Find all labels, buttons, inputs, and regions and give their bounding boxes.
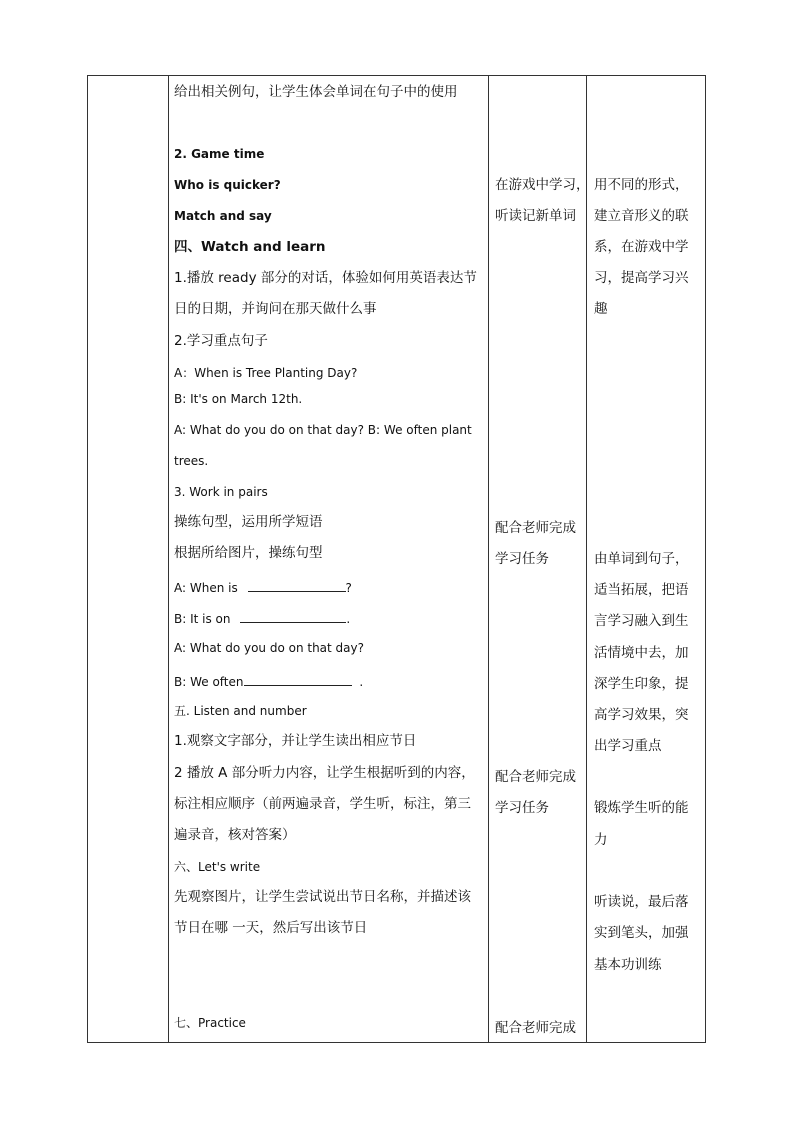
intent-line: 高学习效果，突	[594, 707, 689, 723]
intent-line: 习，提高学习兴	[594, 270, 689, 286]
intent-line: 出学习重点	[594, 738, 662, 754]
process-heading: Match and say	[174, 209, 272, 223]
process-line: 2.学习重点句子	[174, 333, 268, 349]
dialogue-line: trees.	[174, 454, 209, 468]
answer-blank	[248, 580, 346, 592]
fill-in-text: B: We often	[174, 675, 244, 689]
intent-line: 深学生印象，提	[594, 676, 689, 692]
intent-line: 锻炼学生听的能	[594, 800, 689, 816]
process-heading: 2. Game time	[174, 147, 265, 161]
dialogue-line: A: What do you do on that day?	[174, 641, 364, 655]
dialogue-line: A：When is Tree Planting Day?	[174, 366, 358, 380]
intent-line: 趣	[594, 301, 608, 317]
activity-line: 学习任务	[495, 800, 549, 816]
intent-line: 言学习融入到生	[594, 613, 689, 629]
fill-in-line	[174, 580, 352, 594]
activity-line: 配合老师完成	[495, 769, 576, 785]
intent-line: 听读说，最后落	[594, 894, 689, 910]
fill-in-text: .	[359, 675, 364, 689]
column-divider	[488, 76, 489, 1042]
section-heading: 四、Watch and learn	[174, 239, 326, 255]
activity-line: 听读记新单词	[495, 208, 576, 224]
fill-in-text: B: It is on	[174, 612, 231, 626]
process-line: 1.播放 ready 部分的对话，体验如何用英语表达节	[174, 270, 477, 286]
process-line: 根据所给图片，操练句型	[174, 545, 323, 561]
intent-line: 实到笔头，加强	[594, 925, 689, 941]
intent-line: 由单词到句子，	[594, 551, 689, 567]
process-line: 给出相关例句，让学生体会单词在句子中的使用	[174, 84, 458, 100]
process-line: 先观察图片，让学生尝试说出节日名称，并描述该	[174, 889, 471, 905]
section-heading: 七、Practice	[174, 1016, 246, 1030]
fill-in-text: ?	[345, 581, 352, 595]
section-heading: 五. Listen and number	[174, 704, 307, 718]
dialogue-line: A: What do you do on that day? B: We often plant	[174, 423, 472, 437]
intent-line: 适当拓展，把语	[594, 582, 689, 598]
intent-line: 用不同的形式，	[594, 177, 689, 193]
process-line: 节日在哪 一天，然后写出该节日	[174, 920, 368, 936]
intent-line: 建立音形义的联	[594, 208, 689, 224]
process-line: 3. Work in pairs	[174, 485, 268, 499]
fill-in-line	[174, 674, 363, 688]
process-line: 遍录音，核对答案）	[174, 827, 296, 843]
answer-blank	[240, 611, 346, 623]
activity-line: 配合老师完成	[495, 1020, 576, 1036]
activity-line: 在游戏中学习，	[495, 177, 590, 193]
fill-in-line	[174, 611, 350, 625]
fill-in-text: A: When is	[174, 581, 238, 595]
intent-line: 基本功训练	[594, 957, 662, 973]
process-line: 1.观察文字部分，并让学生读出相应节日	[174, 733, 417, 749]
intent-line: 活情境中去，加	[594, 645, 689, 661]
column-divider	[168, 76, 169, 1042]
fill-in-text: .	[346, 612, 351, 626]
process-line: 2 播放 A 部分听力内容，让学生根据听到的内容，	[174, 765, 475, 781]
column-divider	[586, 76, 587, 1042]
intent-line: 力	[594, 832, 608, 848]
answer-blank	[244, 674, 352, 686]
process-line: 操练句型，运用所学短语	[174, 514, 323, 530]
process-line: 标注相应顺序（前两遍录音，学生听，标注，第三	[174, 796, 471, 812]
dialogue-line: B: It's on March 12th.	[174, 392, 303, 406]
activity-line: 学习任务	[495, 551, 549, 567]
process-line: 日的日期，并询问在那天做什么事	[174, 301, 377, 317]
process-heading: Who is quicker?	[174, 178, 281, 192]
intent-line: 系，在游戏中学	[594, 239, 689, 255]
activity-line: 配合老师完成	[495, 520, 576, 536]
section-heading: 六、Let's write	[174, 860, 261, 874]
